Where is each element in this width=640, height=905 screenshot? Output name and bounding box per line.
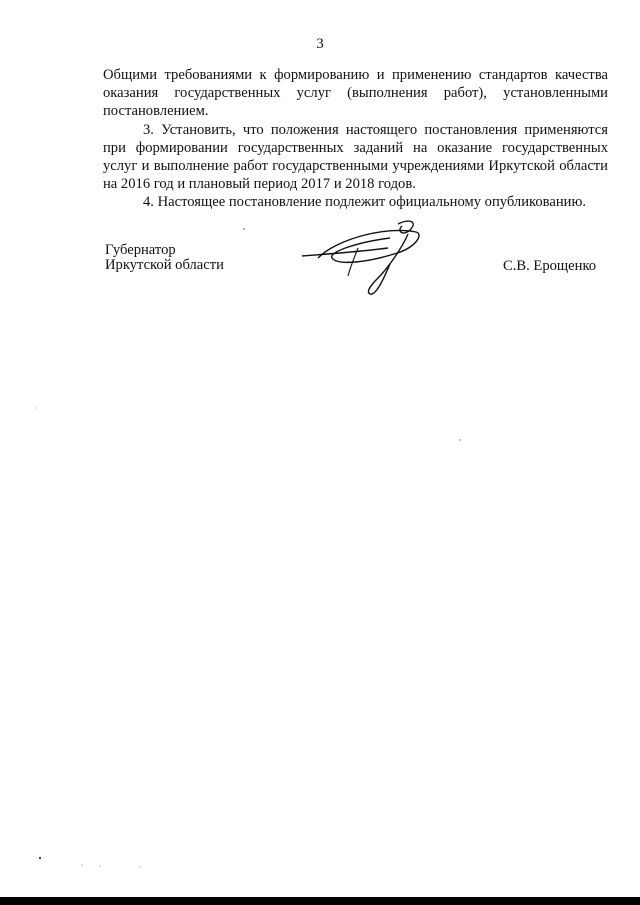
position-line-2: Иркутской области — [105, 257, 224, 273]
paragraph-clause-3: 3. Установить, что положения настоящего постановления применяются при формировании государственных заданий на оказание государственных услуг и выполнение работ государственными учреждениями Иркутской области на 2016 год и плановый период 2017 и 2018 годов. — [103, 121, 608, 193]
paragraph-continuation: Общими требованиями к формированию и применению стандартов качества оказания государственных услуг (выполнения работ), установленными постановлением. — [103, 67, 608, 120]
signer-name: С.В. Ерощенко — [503, 258, 597, 274]
page-number: 3 — [316, 36, 324, 52]
scan-bottom-edge — [0, 897, 640, 905]
position-line-1: Губернатор — [105, 242, 176, 258]
paragraph-clause-4: 4. Настоящее постановление подлежит официальному опубликованию. — [143, 194, 587, 211]
